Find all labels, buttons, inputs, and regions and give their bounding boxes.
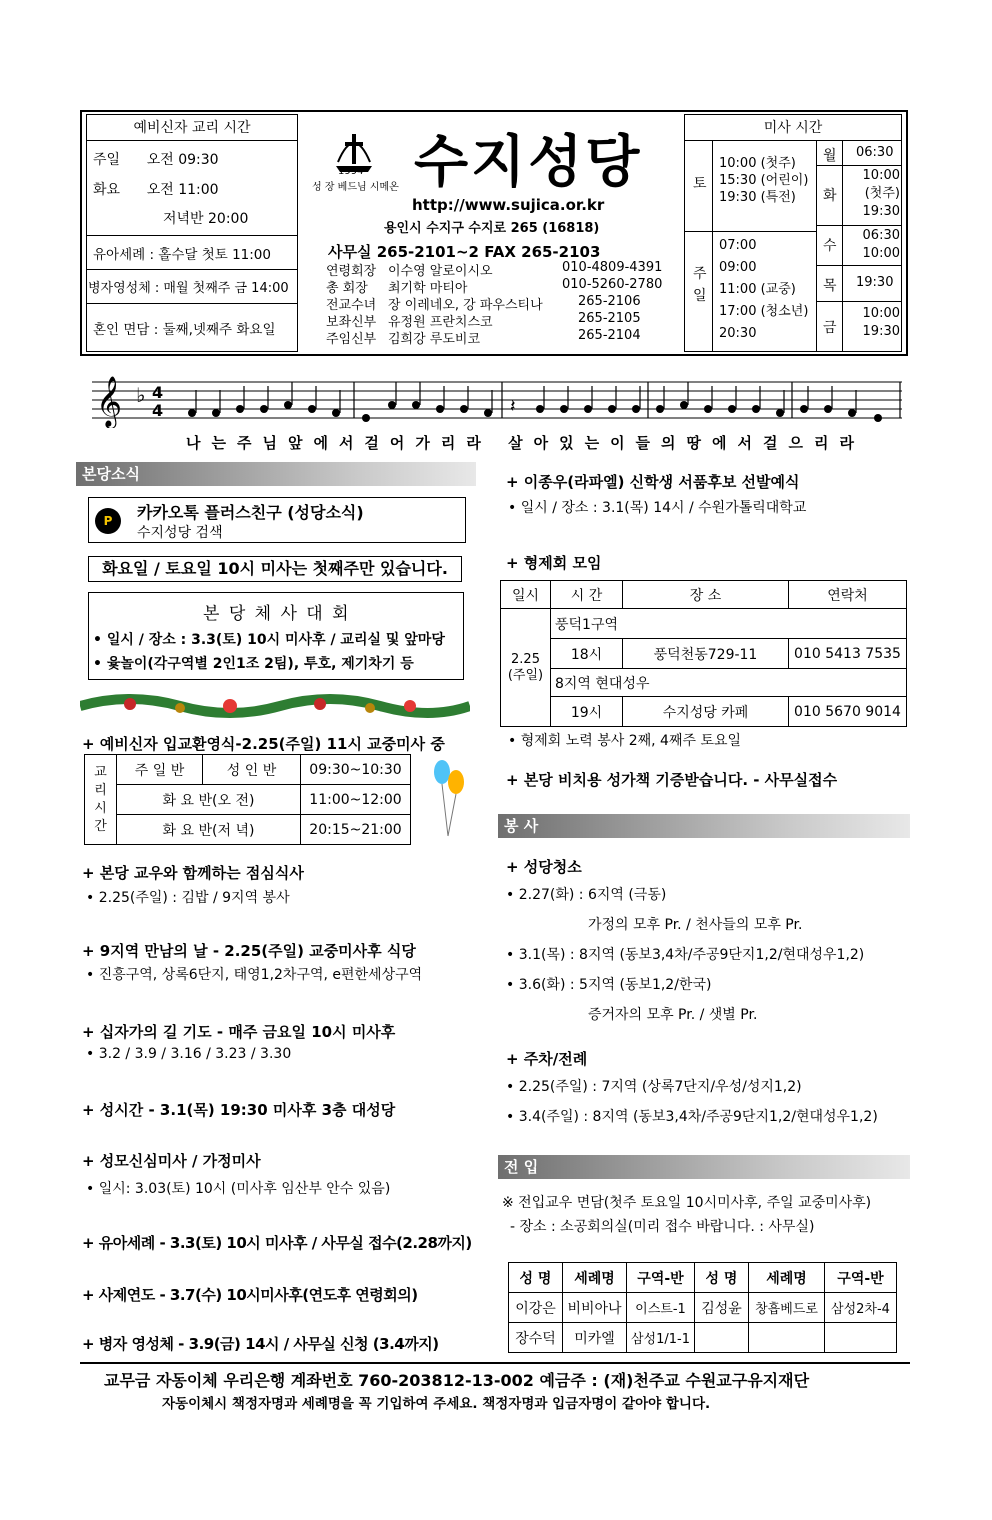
mass-sat-label: 토	[693, 176, 707, 192]
cleaning-item: • 3.1(목) : 8지역 (동보3,4차/주공9단지1,2/현대성우1,2)	[506, 947, 865, 963]
logo-year: 1994	[338, 166, 364, 177]
catechism-tue: 화요 오전 11:00	[93, 182, 219, 198]
wedding-meeting: 혼인 면담 : 둘째,넷째주 화요일	[87, 303, 297, 351]
marian-mass-detail: • 일시: 3.03(토) 10시 (미사후 임산부 안수 있음)	[86, 1181, 391, 1197]
section-service: 봉 사	[498, 814, 910, 838]
mass-sat-times: 10:00 (첫주) 15:30 (어린이) 19:30 (특전)	[719, 156, 809, 205]
garland-decoration	[80, 688, 470, 722]
svg-text:𝄞: 𝄞	[96, 376, 123, 427]
svg-text:4: 4	[152, 401, 164, 420]
seminarian-heading: + 이종우(라파엘) 신학생 서품후보 선발예식	[506, 473, 800, 491]
parish-address: 용인시 수지구 수지로 265 (16818)	[384, 221, 600, 236]
svg-text:4: 4	[152, 383, 164, 402]
welcome-heading: + 예비신자 입교환영식-2.25(주일) 11시 교중미사 중	[82, 735, 445, 753]
parking-heading: + 주차/전례	[506, 1050, 588, 1068]
catechism-title: 예비신자 교리 시간	[87, 115, 297, 141]
catechism-box	[86, 114, 298, 352]
mass-sun-label: 주 일	[693, 266, 707, 304]
parking-item: • 2.25(주일) : 7지역 (상록7단지/우성/성지1,2)	[506, 1079, 802, 1095]
cleaning-item: • 2.27(화) : 6지역 (극동)	[506, 887, 667, 903]
requiem-heading: + 사제연도 - 3.7(수) 10시미사후(연도후 연령회의)	[82, 1286, 418, 1304]
transfer-note: ※ 전입교우 면담(첫주 토요일 10시미사후, 주일 교중미사후)	[502, 1195, 872, 1211]
stations-heading: + 십자가의 길 기도 - 매주 금요일 10시 미사후	[82, 1023, 396, 1041]
kakao-title: 카카오톡 플러스친구 (성당소식)	[137, 503, 364, 522]
cleaning-item: 증거자의 모후 Pr. / 샛별 Pr.	[588, 1007, 758, 1023]
parking-item: • 3.4(주일) : 8지역 (동보3,4차/주공9단지1,2/현대성우1,2)	[506, 1109, 878, 1125]
lunch-detail: • 2.25(주일) : 김밥 / 9지역 봉사	[86, 890, 290, 906]
cleaning-item: • 3.6(화) : 5지역 (동보1,2/한국)	[506, 977, 712, 993]
staff-list: 연령회장 이수영 알로이시오 010-4809-4391 총 회장 최기학 마티아 010-5260-2780 전교수녀 장 이레네오, 강 파우스티나 265-2106 보좌신부 유정원 프란치스코 265-2105 주임신부 김희강 루도비코 265-2104	[326, 260, 663, 347]
footer-rule	[80, 1362, 910, 1364]
footer-bank: 교무금 자동이체 우리은행 계좌번호 760-203812-13-002 예금주 : (재)천주교 수원교구유지재단	[104, 1371, 810, 1390]
sports-box: 본 당 체 사 대 회 • 일시 / 장소 : 3.3(토) 10시 미사후 / 교리실 및 앞마당 • 윷놀이(각구역별 2인1조 2팀), 투호, 제기차기 등	[88, 592, 464, 680]
mass-times-box	[684, 114, 902, 352]
svg-text:𝄽: 𝄽	[510, 396, 516, 417]
sports-title: 본 당 체 사 대 회	[203, 604, 351, 624]
mass-title: 미사 시간	[685, 115, 901, 141]
stations-detail: • 3.2 / 3.9 / 3.16 / 3.23 / 3.30	[86, 1046, 292, 1062]
parish-url[interactable]: http://www.sujica.or.kr	[412, 196, 605, 214]
section-parish-news: 본당소식	[76, 462, 476, 486]
section-transfer: 전 입	[498, 1155, 910, 1179]
cleaning-heading: + 성당청소	[506, 858, 582, 876]
seminarian-detail: • 일시 / 장소 : 3.1(목) 14시 / 수원가톨릭대학교	[508, 500, 807, 516]
sick-communion: 병자영성체 : 매월 첫째주 금 14:00	[87, 269, 297, 303]
sick-communion-heading: + 병자 영성체 - 3.9(금) 14시 / 사무실 신청 (3.4까지)	[82, 1335, 439, 1353]
logo-caption: 성 장 베드님 시메온	[312, 182, 399, 193]
marian-mass-heading: + 성모신심미사 / 가정미사	[82, 1152, 261, 1170]
transfer-table: 성 명 세례명 구역-반 성 명 세례명 구역-반 이강은 비비아나 이스트-1 김성윤 창흡베드로 삼성2차-4 장수덕 미카엘 삼성1/1-1	[508, 1262, 897, 1353]
district9-heading: + 9지역 만남의 날 - 2.25(주일) 교중미사후 식당	[82, 942, 416, 960]
district9-detail: • 진흥구역, 상록6단지, 태영1,2차구역, e편한세상구역	[86, 967, 423, 983]
kakao-sub: 수지성당 검색	[137, 525, 223, 541]
song-lyrics: 나는주님앞에서걸어가리라 살아있는이들의땅에서걸으리라	[186, 434, 865, 452]
holy-hour-heading: + 성시간 - 3.1(목) 19:30 미사후 3층 대성당	[82, 1101, 396, 1119]
infant-baptism-heading: + 유아세례 - 3.3(토) 10시 미사후 / 사무실 접수(2.28까지)	[82, 1234, 472, 1252]
balloons-icon	[430, 756, 470, 840]
catechism-eve: 저녁반 20:00	[163, 211, 249, 227]
footer-note: 자동이체시 책정자명과 세례명을 꼭 기입하여 주세요. 책정자명과 입금자명이 같아야 합니다.	[162, 1396, 711, 1412]
office-phone: 사무실 265-2101~2 FAX 265-2103	[328, 243, 601, 261]
mass-sun-times: 07:00 09:00 11:00 (교중) 17:00 (청소년) 20:30	[719, 238, 809, 341]
transfer-note: - 장소 : 소공회의실(미리 접수 바랍니다. : 사무실)	[510, 1219, 815, 1235]
class-schedule-table: 교 리 시 간 주 일 반 성 인 반 09:30~10:30 화 요 반(오 전) 11:00~12:00 화 요 반(저 녁) 20:15~21:00	[84, 754, 411, 845]
catechism-sun: 주일 오전 09:30	[93, 152, 219, 168]
infant-baptism: 유아세례 : 홀수달 첫토 11:00	[87, 235, 297, 269]
cleaning-item: 가정의 모후 Pr. / 천사들의 모후 Pr.	[588, 917, 803, 933]
lunch-heading: + 본당 교우와 함께하는 점심식사	[82, 864, 304, 882]
brotherhood-table: 일시 시 간 장 소 연락처 2.25 (주일) 풍덕1구역 18시 풍덕천동729-11 010 5413 7535 8지역 현대성우 19시 수지성당 카페 010 5670 9014	[500, 580, 907, 727]
mass-notice: 화요일 / 토요일 10시 미사는 첫째주만 있습니다.	[88, 556, 462, 582]
parish-title: 수지성당	[414, 130, 643, 195]
hymnbook-notice: + 본당 비치용 성가책 기증받습니다. - 사무실접수	[506, 771, 838, 789]
kakao-icon: P	[95, 508, 121, 534]
svg-text:♭: ♭	[136, 383, 146, 407]
mass-weekday-grid: 월 06:30 화 10:00 (첫주) 19:30 수 06:30 10:00 목 19:30 금 10:00 19:30	[816, 141, 902, 351]
kakao-box	[88, 497, 466, 543]
brotherhood-note: • 형제회 노력 봉사 2째, 4째주 토요일	[508, 733, 742, 749]
music-staff	[92, 368, 904, 428]
brotherhood-heading: + 형제회 모임	[506, 554, 602, 572]
